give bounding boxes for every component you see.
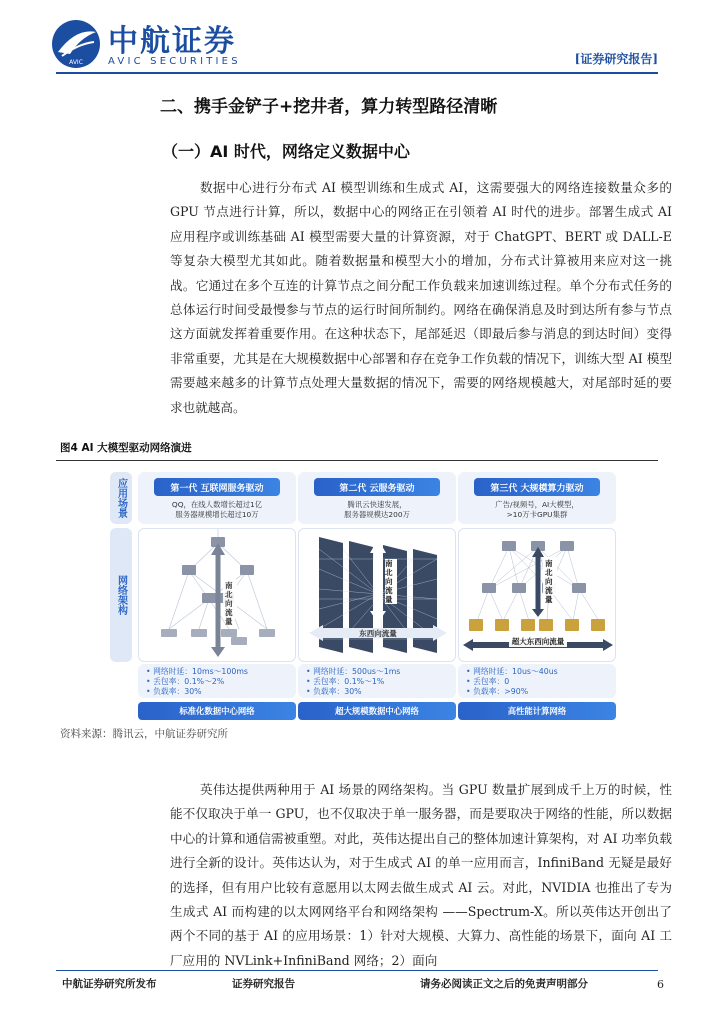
generation-title: 第二代 云服务驱动 [314, 478, 440, 496]
desc-line: 腾讯云快速发展， [347, 500, 407, 509]
body-paragraph-1: 数据中心进行分布式 AI 模型训练和生成式 AI，这需要强大的网络连接数量众多的 GPU 节点进行计算，所以，数据中心的网络正在引领着 AI 时代的进步。部署生成式 AI 应用程序或训练基础 AI 模型需要大量的计算资源，对于 ChatGPT、BERT 或 DALL-E 等复杂大模型尤其如此。随着数据量和模型大小的增加，分布式计算被用来应对这一挑战。它通过在多个互连的计算节点之间分配工作负载来加速训练过程。单个分布式任务的总体运行时间受最慢参与节点的运行时间所制约。网络在确保消息及时到达所有参与节点这方面就发挥着重要作用。在这种状态下，尾部延迟（即最后参与消息的到达时间）变得非常重要，尤其是在大规模数据中心部署和存在竞争工作负载的情况下，训练大型 AI 模型需要越来越多的计算节点处理大量数据的情况下，需要的网络规模越大，对尾部时延的要求也就越高。 [170, 180, 672, 415]
report-header [0, 0, 724, 80]
row-label-application: 应用场景 [110, 472, 132, 524]
traffic-label: 南北向流量 [545, 559, 553, 604]
network-stats [298, 664, 456, 698]
footer-disclaimer: 请务必阅读正文之后的免责声明部分 [420, 978, 588, 990]
logo-chinese-name: 中航证券 [108, 24, 236, 59]
network-diagram [458, 528, 616, 662]
row-label-network: 网络架构 [110, 528, 132, 662]
network-type-label: 超大规模数据中心网络 [298, 702, 456, 720]
stat-load: • 负载率：30% [306, 687, 362, 697]
traffic-label: 南北向流量 [225, 581, 233, 626]
stat-load: • 负载率：30% [146, 687, 202, 697]
generation-card [458, 472, 616, 524]
generation-title: 第三代 大规模算力驱动 [474, 478, 600, 496]
stat-load: • 负载率：>90% [466, 687, 529, 697]
generation-card [138, 472, 296, 524]
network-diagram [138, 528, 296, 662]
stat-latency: • 网络时延：10us～40us [466, 667, 558, 676]
footer-divider [56, 970, 658, 971]
footer-report-type: 证券研究报告 [232, 978, 295, 990]
traffic-label-east-west: 超大东西向流量 [511, 637, 565, 646]
stat-loss: • 丢包率：0 [466, 677, 510, 687]
traffic-label-east-west: 东西向流量 [359, 629, 397, 638]
section-heading: 二、携手金铲子+挖井者，算力转型路径清晰 [160, 97, 498, 117]
mesh-network-icon [299, 529, 456, 662]
footer-publisher: 中航证券研究所发布 [62, 978, 157, 990]
desc-line: QQ，在线人数增长超过1亿 [171, 500, 263, 509]
stat-latency: • 网络时延：500us～1ms [306, 667, 401, 676]
generation-description [462, 500, 612, 520]
generation-title: 第一代 互联网服务驱动 [154, 478, 280, 496]
generation-description [302, 500, 452, 520]
logo-mark-text: AVIC [69, 59, 83, 66]
figure-title-divider [56, 460, 658, 461]
desc-line: 广告/视频号，AI大模型， [495, 500, 579, 509]
header-divider [56, 72, 658, 74]
generation-card [298, 472, 456, 524]
network-type-label: 高性能计算网络 [458, 702, 616, 720]
network-type-label: 标准化数据中心网络 [138, 702, 296, 720]
logo-english-name: AVIC SECURITIES [108, 56, 241, 67]
stat-latency: • 网络时延：10ms～100ms [146, 667, 248, 676]
company-logo [50, 16, 280, 72]
desc-line: 服务器规模达200万 [344, 510, 410, 519]
network-diagram [298, 528, 456, 662]
desc-line: 服务器规模增长超过10万 [175, 510, 259, 519]
figure-source: 资料来源：腾讯云，中航证券研究所 [60, 728, 228, 740]
report-type-tag: [证券研究报告] [574, 52, 658, 66]
network-stats [458, 664, 616, 698]
generation-description [142, 500, 292, 520]
body-paragraph-2: 英伟达提供两种用于 AI 场景的网络架构。当 GPU 数量扩展到成千上万的时候，性能不仅取决于单一 GPU，也不仅取决于单一服务器，而是要取决于网络的性能，所以数据中心的计算和通信需被重塑。对此，英伟达提出自己的整体加速计算架构，对 AI 功率负载进行全新的设计。英伟达认为，对于生成式 AI 的单一应用而言，InfiniBand 无疑是最好的选择，但有用户比较有意愿用以太网去做生成式 AI 云。对此，NVIDIA 也推出了专为生成式 AI 而构建的以太网网络平台和网络架构 ——Spectrum-X。所以英伟达开创出了两个不同的基于 AI 的应用场景：1）针对大规模、大算力、高性能的场景下，面向 AI 工厂应用的 NVLink+InfiniBand 网络；2）面向 [170, 782, 672, 968]
network-evolution-figure [108, 468, 618, 722]
network-stats [138, 664, 296, 698]
stat-loss: • 丢包率：0.1%～1% [306, 677, 385, 687]
desc-line: >10万卡GPU集群 [506, 510, 568, 519]
page-number: 6 [657, 978, 664, 991]
figure-title: 图4 AI 大模型驱动网络演进 [60, 442, 192, 454]
stat-loss: • 丢包率：0.1%～2% [146, 677, 225, 687]
avic-logo-icon [50, 18, 102, 70]
traffic-label: 南北向流量 [385, 559, 397, 604]
tree-network-icon [139, 529, 296, 662]
subsection-heading: （一）AI 时代，网络定义数据中心 [162, 142, 410, 161]
